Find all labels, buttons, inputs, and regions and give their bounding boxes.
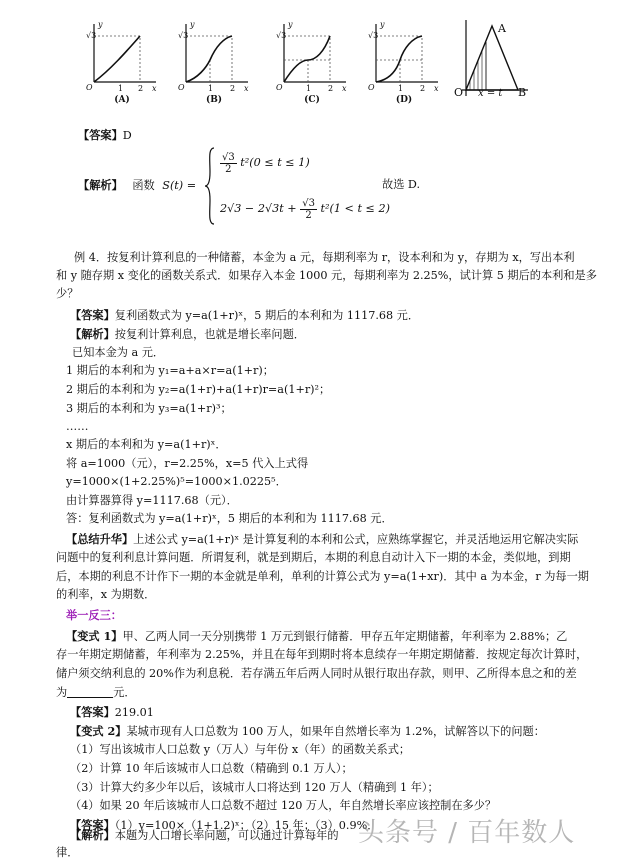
variant-2-q2: （2）计算 10 年后该城市人口总数（精确到 0.1 万人）；	[70, 762, 353, 775]
triangle-origin-label: O	[454, 86, 464, 99]
summary-line-3: 后，本期的利息不计作下一期的本金就是单利，单利的计算公式为 y=a(1+xr)．其中 a 为本金，r 为每一期	[56, 570, 589, 583]
analysis-2-tag: 【解析】	[70, 327, 115, 341]
analysis-2-line-7: y=1000×(1+2.25%)⁵=1000×1.0225⁵．	[66, 475, 287, 488]
graph-c-origin: O	[276, 83, 283, 92]
analysis-3-line-2: 律．	[56, 846, 79, 859]
piecewise-frac-1: $\frac{√3}{2}$	[222, 151, 235, 175]
graph-c-tick-2: 2	[328, 84, 334, 93]
summary-line-2: 问题中的复利利息计算问题．所谓复利，就是到期后，本期的利息自动计入下一期的本金，类似地，到期	[56, 551, 571, 564]
answer-3-tag: 【答案】	[70, 705, 115, 719]
variant-2-q3: （3）计算大约多少年以后，该城市人口将达到 120 万人（精确到 1 年）；	[70, 781, 439, 794]
answer-4-text: （1）y=100×（1+1.2)ˣ；（2）15 年；（3）0.9%．	[114, 819, 379, 832]
answer-3-text: 219.01	[114, 706, 154, 719]
triangle-end-label: B	[518, 86, 527, 99]
analysis-2-line-6: 将 a=1000（元），r=2.25%，x=5 代入上式得	[66, 457, 309, 470]
answer-blank	[67, 687, 113, 698]
piecewise-row-2-head: 2√3 − 2√3t +	[220, 202, 297, 215]
variant-2-text-1: 某城市现有人口总数为 100 万人，如果年自然增长率为 1.2%，试解答以下的问题：	[126, 725, 545, 738]
graph-c-axis-y: y	[288, 20, 293, 29]
answer-2-text: 复利函数式为 y=a(1+r)ˣ，5 期后的本利和为 1117.68 元．	[114, 309, 420, 322]
analysis-2-line-8: 由计算器算得 y=1117.68（元）．	[66, 494, 238, 507]
graph-c-ymark: √3	[276, 31, 287, 40]
variant-1-text-1: 甲、乙两人同一天分别携带 1 万元到银行储蓄．甲存五年定期储蓄，年利率为 2.88%；乙	[122, 630, 568, 643]
graph-c-axis-x: x	[342, 84, 347, 93]
analysis-2-line-3: 2 期后的本利和为 y₂=a(1+r)+a(1+r)r=a(1+r)²；	[66, 383, 331, 396]
analysis-3-tag: 【解析】	[70, 828, 115, 842]
summary-line-1	[66, 532, 578, 547]
analysis-1-conclusion: 故选 D.	[382, 178, 421, 191]
analysis-2-line-2: 1 期后的本利和为 y₁=a+a×r=a(1+r)；	[66, 364, 274, 377]
analysis-2-head	[70, 327, 305, 342]
graph-a-ymark: √3	[86, 31, 97, 40]
analysis-1-func: S(t) =	[162, 179, 197, 192]
graph-a-origin: O	[86, 83, 93, 92]
piecewise-brace	[204, 146, 216, 226]
analysis-2-line-1: 已知本金为 a 元．	[72, 346, 165, 359]
variant-1-tag: 【变式 1】	[66, 629, 123, 643]
graph-d-axis-x: x	[434, 84, 439, 93]
watermark: 头条号 / 百年数人	[358, 818, 576, 848]
analysis-1-head	[78, 178, 196, 193]
answer-1-tag: 【答案】	[78, 128, 123, 142]
piecewise-row-1	[220, 150, 310, 176]
piecewise-row-2-tail: t²(1 < t ≤ 2)	[320, 202, 390, 215]
graph-d-origin: O	[368, 83, 375, 92]
answer-1-text: D	[122, 129, 132, 142]
analysis-1-tag: 【解析】	[78, 178, 123, 192]
example-4-line-2: 和 y 随存期 x 变化的函数关系式．如果存入本金 1000 元，每期利率为 2.25%，试计算 5 期后的本利和是多	[56, 269, 597, 282]
graph-b-ymark: √3	[178, 31, 189, 40]
variant-2-tag: 【变式 2】	[70, 724, 127, 738]
analysis-2-line-5: x 期后的本利和为 y=a(1+r)ˣ．	[66, 438, 227, 451]
triangle-apex-label: A	[498, 22, 506, 35]
graph-d-axis-y: y	[380, 20, 385, 29]
piecewise-frac-2: $\frac{√3}{2}$	[302, 197, 315, 221]
example-4-line-3: 少？	[56, 287, 79, 300]
summary-text-1: 上述公式 y=a(1+r)ˣ 是计算复利的本利和公式，应熟练掌握它，并灵活地运用它解决实际	[133, 533, 579, 546]
variant-1-line-3: 储户须交纳利息的 20%作为利息税．若存满五年后两人同时从银行取出存款，则甲、乙所得本息之和的差	[56, 667, 577, 680]
graph-a-tick-2: 2	[138, 84, 144, 93]
analysis-2-text: 按复利计算利息，也就是增长率问题．	[114, 328, 305, 341]
analysis-2-line-9: 答：复利函数式为 y=a(1+r)ˣ，5 期后的本利和为 1117.68 元．	[66, 512, 393, 525]
variant-2-q1: （1）写出该城市人口总数 y（万人）与年份 x（年）的函数关系式；	[70, 743, 411, 756]
analysis-1-lead: 函数	[132, 179, 155, 192]
answer-2	[70, 308, 419, 323]
graph-d-tick-1: 1	[398, 84, 404, 93]
graph-a-tick-1: 1	[118, 84, 124, 93]
analysis-2-dots: ……	[66, 420, 89, 433]
example-4-line-1: 例 4．按复利计算利息的一种储蓄，本金为 a 元，每期利率为 r，设本利和为 y，存期为 x，写出本利	[74, 251, 575, 264]
graph-label-b: (B)	[205, 95, 223, 105]
analysis-3-text: 本题为人口增长率问题，可以通过计算每年的	[114, 829, 339, 842]
answer-3	[70, 705, 154, 720]
graph-label-d: (D)	[395, 95, 413, 105]
variant-2-q4: （4）如果 20 年后该城市人口总数不超过 120 万人，年自然增长率应该控制在多少？	[70, 799, 497, 812]
piecewise-row-1-tail: t²(0 ≤ t ≤ 1)	[240, 156, 310, 169]
variant-1-line-4	[56, 686, 136, 700]
analysis-2-line-4: 3 期后的本利和为 y₃=a(1+r)³；	[66, 402, 232, 415]
graph-b-tick-1: 1	[208, 84, 214, 93]
analysis-3-line-1	[70, 828, 339, 843]
variant-1-line-1	[66, 629, 567, 644]
graph-b-axis-y: y	[190, 20, 195, 29]
graph-label-c: (C)	[304, 95, 320, 105]
answer-2-tag: 【答案】	[70, 308, 115, 322]
graph-a-axis-x: x	[152, 84, 157, 93]
graph-b-tick-2: 2	[230, 84, 236, 93]
graph-d-ymark: √3	[368, 31, 379, 40]
variant-2-line-1	[70, 724, 545, 739]
variant-1-line-2: 存一年期定期储蓄，年利率为 2.25%，并且在每年到期时将本息续存一年期定期储蓄．按规定每次计算时，	[56, 648, 588, 661]
answer-1	[78, 128, 132, 143]
graph-b-axis-x: x	[244, 84, 249, 93]
graph-c-tick-1: 1	[306, 84, 312, 93]
summary-line-4: 的利率，x 为期数．	[56, 588, 156, 601]
piecewise-row-2	[220, 196, 390, 222]
triangle-line-label: x = t	[478, 88, 503, 99]
graph-b-origin: O	[178, 83, 185, 92]
graph-a-axis-y: y	[98, 20, 103, 29]
variant-1-line-4-head: 为	[56, 686, 68, 699]
answer-4-tag: 【答案】	[70, 818, 115, 832]
variant-1-line-4-tail: 元．	[113, 686, 136, 699]
section-title: 举一反三：	[66, 608, 122, 622]
graph-label-a: (A)	[114, 95, 130, 105]
summary-tag: 【总结升华】	[66, 532, 134, 546]
graph-d-tick-2: 2	[420, 84, 426, 93]
